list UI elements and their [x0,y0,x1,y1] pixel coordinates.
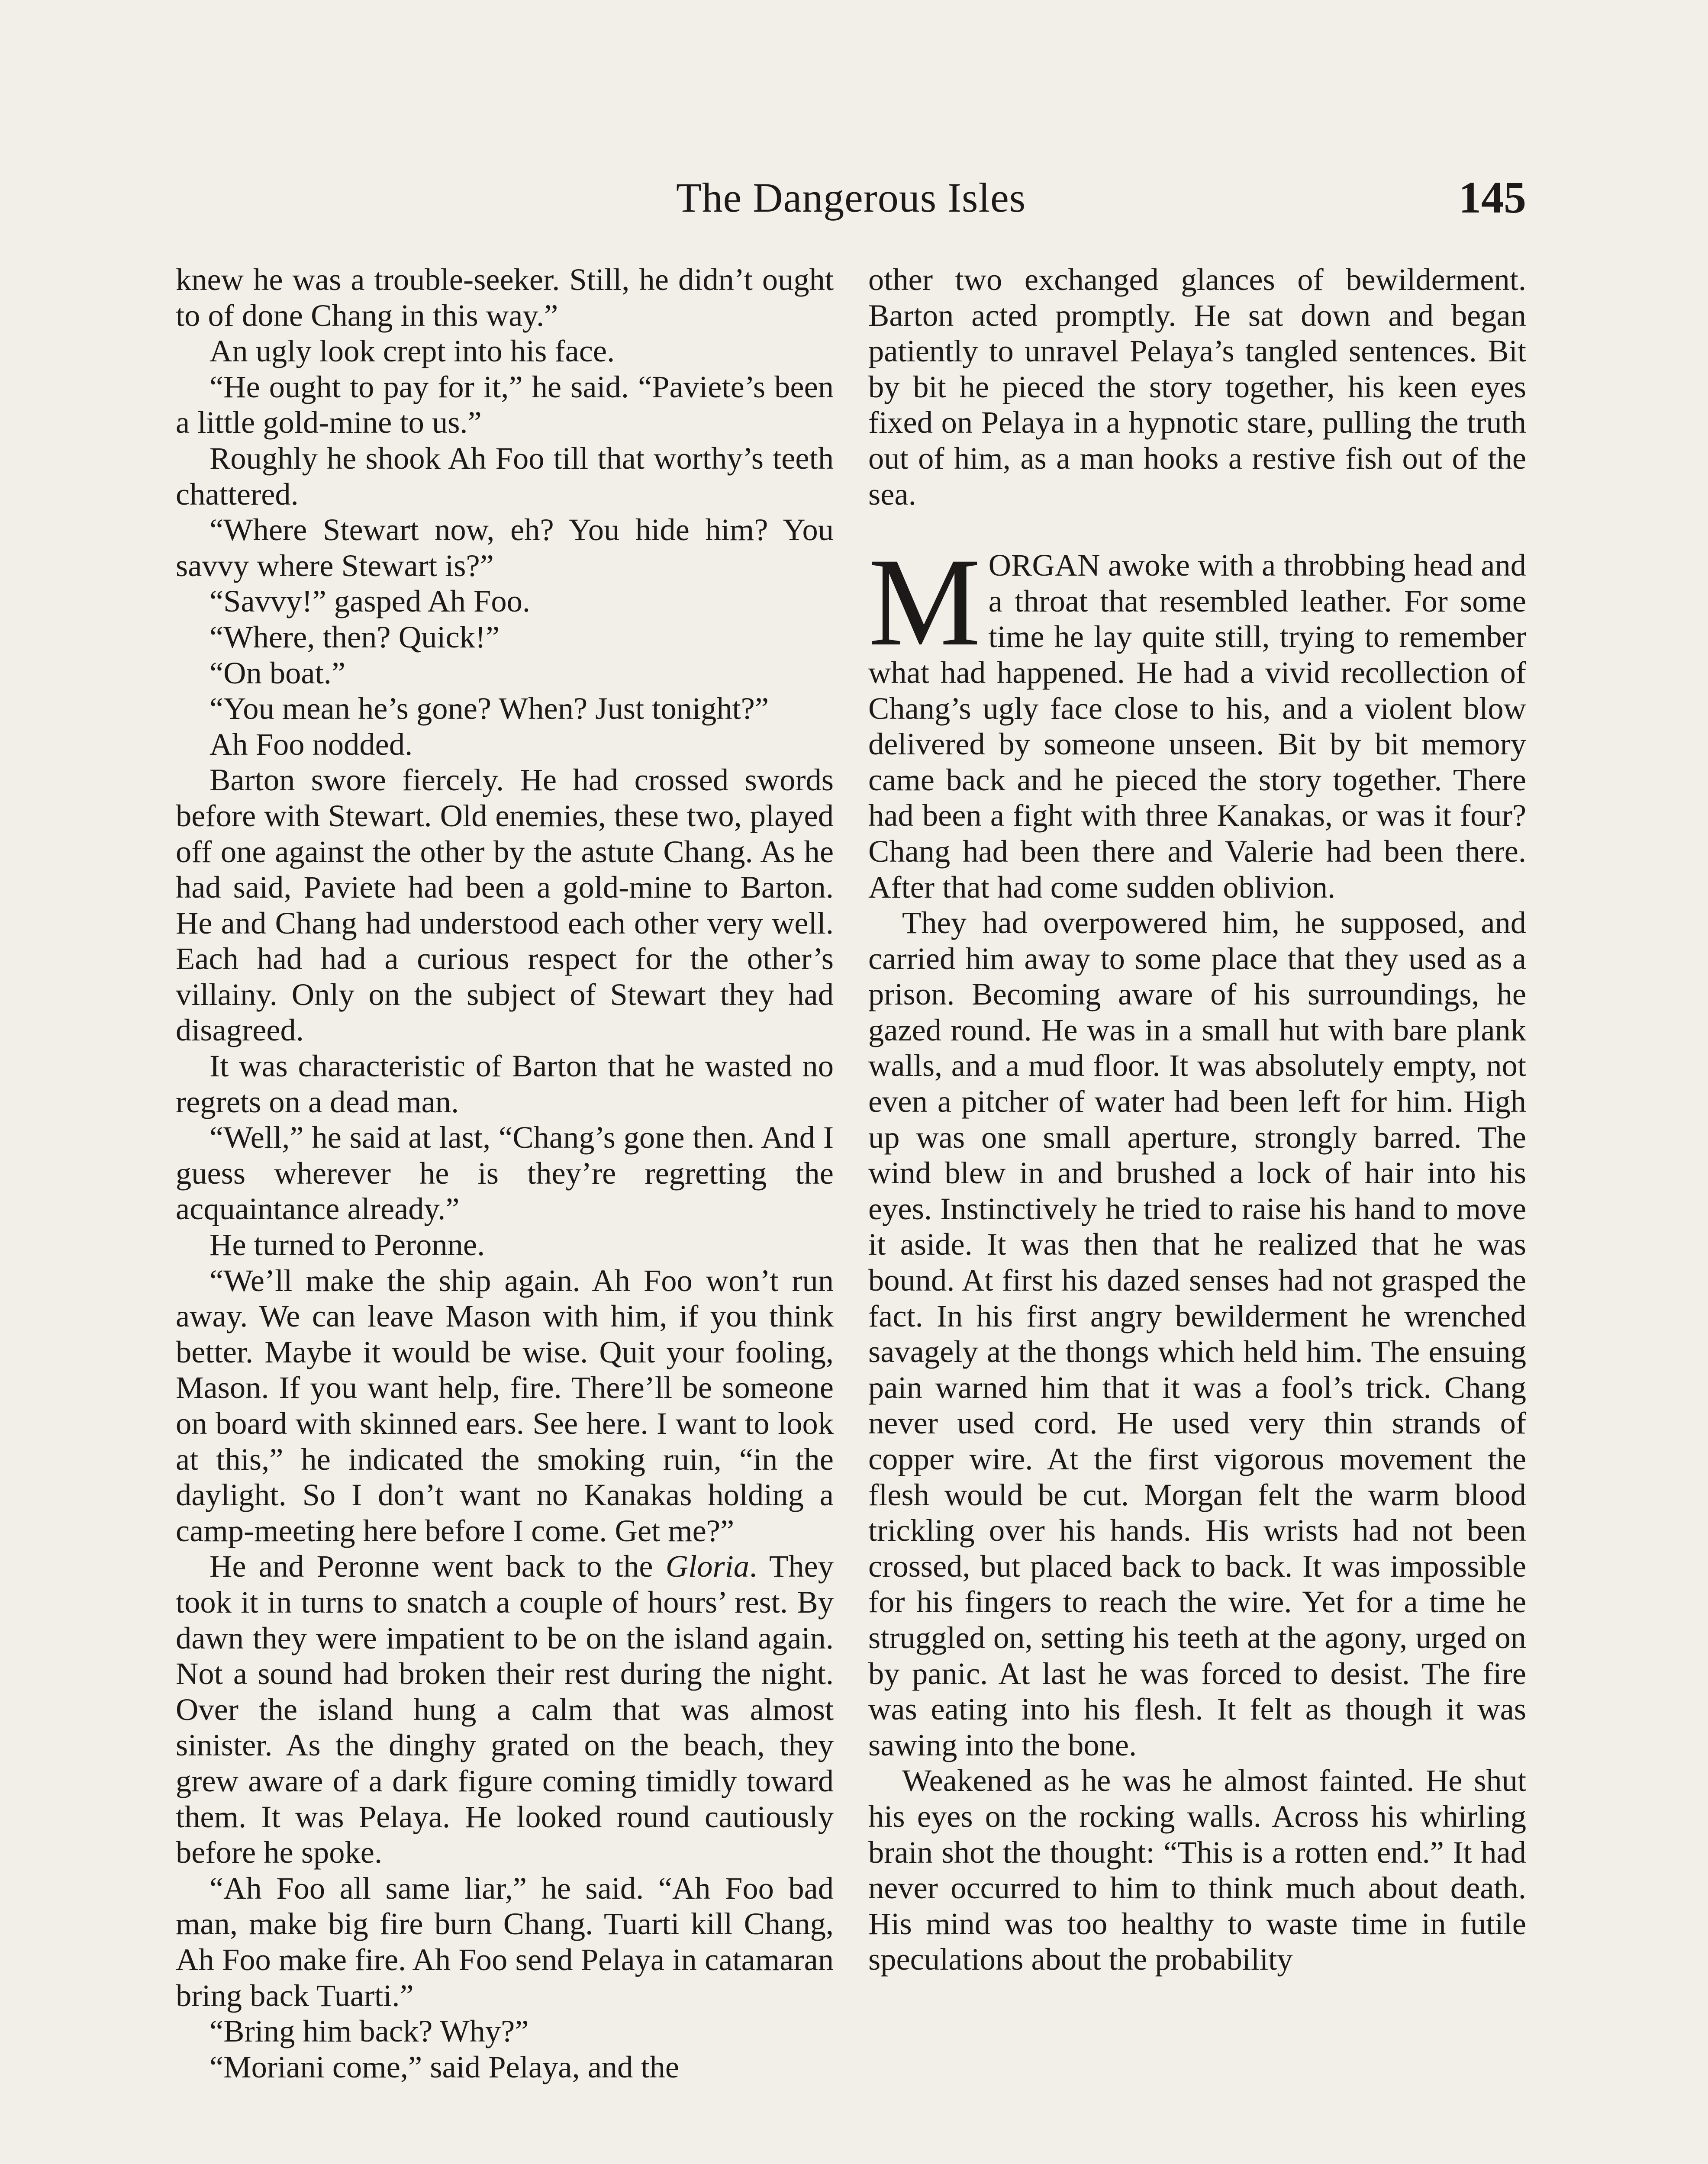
section-opening-paragraph [868,532,1526,905]
paragraph: “Savvy!” gasped Ah Foo. [209,583,531,619]
right-column [868,262,1526,1977]
ship-name: Gloria [665,1549,750,1584]
page-number: 145 [1459,173,1526,222]
paragraph: It was characteristic of Barton that he wasted no regrets on a dead man. [176,1048,834,1119]
paragraph: “Well,” he said at last, “Chang’s gone then. And I guess wherever he is they’re regretting the acquaintance already.” [176,1120,834,1227]
paragraph-text: ORGAN awoke with a throbbing head and a throat that resembled leather. For some time he lay quite still, trying to remember what had happened. He had a vivid recollection of Chang’s ugly face close to his, and a violent blow delivered by someone unseen. Bit by bit memory came back and he pieced the story together. There had been a fight with three Kanakas, or was it four? Chang had been there and Valerie had been there. After that had come sudden oblivion. [868,547,1526,905]
paragraph: knew he was a trouble-seeker. Still, he didn’t ought to of done Chang in this way.” [176,262,834,333]
paragraph: Weakened as he was he almost fainted. He shut his eyes on the rocking walls. Across his whirling brain shot the thought: “This is a rotten end.” It had never occurred to him to think much about death. His mind was too healthy to waste time in futile speculations about the probability [868,1763,1526,1977]
paragraph: other two exchanged glances of bewilderment. Barton acted promptly. He sat down and began patiently to unravel Pelaya’s tangled sentences. Bit by bit he pieced the story together, his keen eyes fixed on Pelaya in a hypnotic stare, pulling the truth out of him, as a man hooks a restive fish out of the sea. [868,262,1526,512]
paragraph: “Ah Foo all same liar,” he said. “Ah Foo bad man, make big fire burn Chang. Tuarti kill Chang, Ah Foo make fire. Ah Foo send Pelaya in catamaran bring back Tuarti.” [176,1870,834,2013]
paragraph: “You mean he’s gone? When? Just tonight?” [209,691,769,726]
left-column [176,262,834,2085]
running-head [176,170,1526,226]
paragraph: “Moriani come,” said Pelaya, and the [209,2049,680,2084]
paragraph: “Where Stewart now, eh? You hide him? You savvy where Stewart is?” [176,512,834,583]
paragraph-text: . They took it in turns to snatch a couple of hours’ rest. By dawn they were impatient to be on the island again. Not a sound had broken their rest during the night. Over the island hung a calm that was almost sinister. As the dinghy grated on the beach, they grew aware of a dark figure coming timidly toward them. It was Pelaya. He looked round cautiously before he spoke. [176,1549,834,1870]
paragraph: “He ought to pay for it,” he said. “Paviete’s been a little gold-mine to us.” [176,369,834,440]
paragraph [176,1549,834,1870]
paragraph: Ah Foo nodded. [209,726,413,762]
paragraph-text: He and Peronne went back to the [209,1549,666,1584]
paragraph: “Where, then? Quick!” [209,619,500,654]
paragraph: “Bring him back? Why?” [209,2013,529,2049]
paragraph: An ugly look crept into his face. [209,333,615,369]
paragraph: Barton swore fiercely. He had crossed swords before with Stewart. Old enemies, these two, played off one against the other by the astute Chang. As he had said, Paviete had been a gold-mine to Barton. He and Chang had understood each other very well. Each had had a curious respect for the other’s villainy. Only on the subject of Stewart they had disagreed. [176,762,834,1048]
running-title: The Dangerous Isles [676,174,1026,221]
paragraph: They had overpowered him, he supposed, and carried him away to some place that they used as a prison. Becoming aware of his surroundings, he gazed round. He was in a small hut with bare plank walls, and a mud floor. It was absolutely empty, not even a pitcher of water had been left for him. High up was one small aperture, strongly barred. The wind blew in and brushed a lock of hair into his eyes. Instinctively he tried to raise his hand to move it aside. It was then that he realized that he was bound. At first his dazed senses had not grasped the fact. In his first angry bewilderment he wrenched savagely at the thongs which held him. The ensuing pain warned him that it was a fool’s trick. Chang never used cord. He used very thin strands of copper wire. At the first vigorous movement the flesh would be cut. Morgan felt the warm blood trickling over his hands. His wrists had not been crossed, but placed back to back. It was impossible for his fingers to reach the wire. Yet for a time he struggled on, setting his teeth at the agony, urged on by panic. At last he was forced to desist. The fire was eating into his flesh. It felt as though it was sawing into the bone. [868,905,1526,1762]
paragraph: He turned to Peronne. [209,1227,485,1262]
paragraph: “On boat.” [209,655,346,690]
paragraph: “We’ll make the ship again. Ah Foo won’t run away. We can leave Mason with him, if you think better. Maybe it would be wise. Quit your fooling, Mason. If you want help, fire. There’ll be someone on board with skinned ears. See here. I want to look at this,” he indicated the smoking ruin, “in the daylight. So I don’t want no Kanakas holding a camp-meeting here before I come. Get me?” [176,1262,834,1548]
paragraph: Roughly he shook Ah Foo till that worthy’s teeth chattered. [176,440,834,512]
drop-cap: M [868,532,981,673]
